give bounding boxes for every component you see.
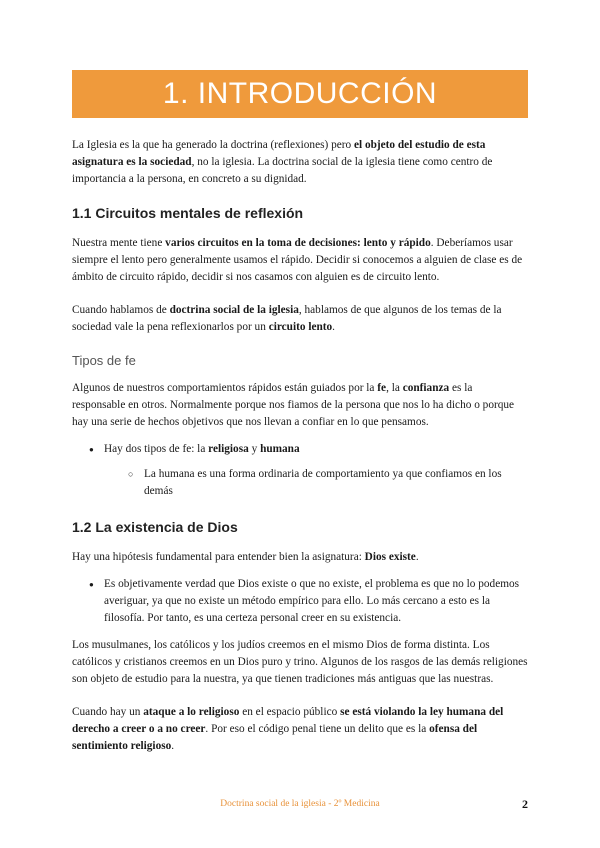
bold-text-run: confianza xyxy=(402,382,450,394)
bold-text-run: fe xyxy=(377,382,387,394)
bold-text-run: doctrina social de la iglesia xyxy=(169,304,299,316)
text-run: , la xyxy=(386,382,403,394)
page-title: 1. INTRODUCCIÓN xyxy=(162,77,438,110)
list-subitem xyxy=(72,466,528,500)
list-item xyxy=(72,576,528,627)
text-run: Algunos de nuestros comportamientos rápidos están guiados por la xyxy=(72,382,378,394)
text-run: , no la iglesia. La doctrina social de la iglesia tiene como centro de importancia a la persona, en concreto a su dignidad. xyxy=(72,156,493,185)
bold-text-run: religiosa xyxy=(208,443,249,455)
text-run: Hay dos tipos de fe: la xyxy=(104,443,209,455)
text-run: y xyxy=(248,443,261,455)
text-run: Los musulmanes, los católicos y los judíos creemos en el mismo Dios de forma distinta. Los católicos y cristianos creemos en un Dios puro y trino. Algunos de los rasgos de las demás religiones son objeto de estudio para la nuestra, ya que tienen tradiciones más antiguas que las nuestras. xyxy=(72,639,528,685)
text-run: , hablamos de que algunos de los temas de la sociedad vale la pena reflexionarlos por un xyxy=(72,304,502,333)
bold-text-run: Dios existe xyxy=(364,551,416,563)
text-run: Cuando hablamos de xyxy=(72,304,170,316)
page-number: 2 xyxy=(522,797,528,811)
bold-text-run: ataque a lo religioso xyxy=(143,706,240,718)
document-body xyxy=(72,137,528,771)
paragraph-hipotesis xyxy=(72,549,528,566)
text-run: . Por eso el código penal tiene un delito que es la xyxy=(205,723,430,735)
section-heading-circuitos: 1.1 Circuitos mentales de reflexión xyxy=(72,205,304,221)
text-run: en el espacio público xyxy=(239,706,341,718)
text-run: . Deberíamos usar siempre el lento pero generalmente usamos el rápido. Decidir si conocemos a alguien de clase es de ámbito de circuito rápido, decidir si nos casamos con alguien es de circuito lento. xyxy=(72,237,523,283)
paragraph-religiones xyxy=(72,637,528,688)
text-run: es la responsable en otros. Normalmente porque nos fiamos de la persona que nos lo ha dicho o porque hay una serie de hechos objetivos que nos llevan a confiar en lo que pensamos. xyxy=(72,382,515,428)
text-run: Es objetivamente verdad que Dios existe o que no existe, el problema es que no lo podemos averiguar, ya que no existe un método empírico para ello. Lo más cercano a esto es la filosofía. Por tanto, es una certeza personal creer en su existencia. xyxy=(104,578,520,624)
section-heading-existencia-dios: 1.2 La existencia de Dios xyxy=(72,519,238,535)
paragraph-fe xyxy=(72,380,528,431)
paragraph-doctrina-social xyxy=(72,302,528,336)
bold-text-run: se está violando la ley humana del derecho a creer o a no creer xyxy=(72,706,504,735)
subheading-tipos-de-fe: Tipos de fe xyxy=(72,353,136,368)
paragraph-circuitos xyxy=(72,235,528,286)
paragraph-ataque-religioso xyxy=(72,704,528,755)
text-run: Cuando hay un xyxy=(72,706,144,718)
text-run: . xyxy=(332,321,335,333)
text-run: Nuestra mente tiene xyxy=(72,237,166,249)
list-item xyxy=(72,441,528,458)
intro-paragraph xyxy=(72,137,528,188)
title-banner xyxy=(72,70,528,118)
text-run: . xyxy=(415,551,419,563)
page-footer xyxy=(72,797,528,813)
bold-text-run: el objeto del estudio de esta asignatura es la sociedad xyxy=(72,139,486,168)
bullet-list-fe xyxy=(72,441,528,500)
text-run: Hay una hipótesis fundamental para entender bien la asignatura: xyxy=(72,551,365,563)
bold-text-run: circuito lento xyxy=(268,321,333,333)
bold-text-run: varios circuitos en la toma de decisiones: lento y rápido xyxy=(165,237,431,249)
text-run: La humana es una forma ordinaria de comportamiento ya que confiamos en los demás xyxy=(144,468,502,497)
bold-text-run: humana xyxy=(260,443,300,455)
bullet-list-dios xyxy=(72,576,528,627)
text-run: . xyxy=(171,740,175,752)
footer-text: Doctrina social de la iglesia - 2º Medicina xyxy=(220,799,380,809)
bold-text-run: ofensa del sentimiento religioso xyxy=(72,723,478,752)
text-run: La Iglesia es la que ha generado la doctrina (reflexiones) pero xyxy=(72,139,354,151)
